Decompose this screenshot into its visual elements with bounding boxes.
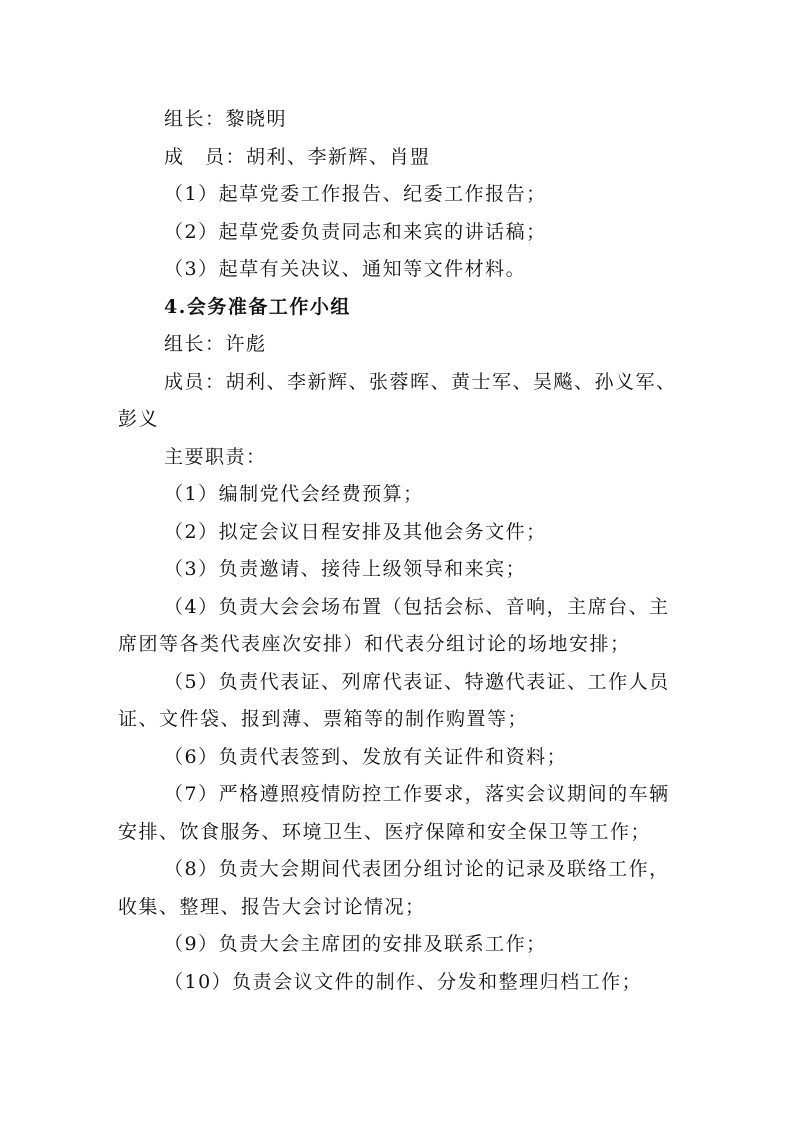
document-body xyxy=(118,101,678,1001)
duty-item: （5）负责代表证、列席代表证、特邀代表证、工作人员 xyxy=(164,670,670,693)
duty-item: （8）负责大会期间代表团分组讨论的记录及联络工作， xyxy=(164,858,670,880)
duty-item: （1）编制党代会经费预算； xyxy=(164,483,424,505)
duty-item: （2）起草党委负责同志和来宾的讲话稿； xyxy=(164,220,547,243)
members-line: 成 员：胡利、李新辉、肖盟 xyxy=(164,145,431,168)
duty-item: （4）负责大会会场布置（包括会标、音响，主席台、主 xyxy=(164,595,670,618)
duty-item: （9）负责大会主席团的安排及联系工作； xyxy=(164,933,547,955)
duty-item-continued: 收集、整理、报告大会讨论情况； xyxy=(118,895,426,918)
duty-item: （1）起草党委工作报告、纪委工作报告； xyxy=(164,183,547,205)
duty-item-continued: 证、文件袋、报到薄、票箱等的制作购置等； xyxy=(118,708,529,730)
duty-item: （7）严格遵照疫情防控工作要求，落实会议期间的车辆 xyxy=(164,783,670,805)
leader-line: 组长：许彪 xyxy=(164,333,267,355)
duties-heading: 主要职责： xyxy=(164,445,267,468)
leader-line: 组长：黎晓明 xyxy=(164,108,288,130)
duty-item: （6）负责代表签到、发放有关证件和资料； xyxy=(164,745,568,768)
duty-item: （3）负责邀请、接待上级领导和来宾； xyxy=(164,558,527,580)
members-line-continued: 彭义 xyxy=(118,408,160,430)
duty-item: （2）拟定会议日程安排及其他会务文件； xyxy=(164,520,547,543)
duty-item: （3）起草有关决议、通知等文件材料。 xyxy=(164,258,527,280)
duty-item-continued: 席团等各类代表座次安排）和代表分组讨论的场地安排； xyxy=(118,633,631,655)
duty-item-continued: 安排、饮食服务、环境卫生、医疗保障和安全保卫等工作； xyxy=(118,820,652,843)
duty-item: （10）负责会议文件的制作、分发和整理归档工作； xyxy=(164,970,643,993)
section-heading: 4.会务准备工作小组 xyxy=(164,295,351,318)
members-line: 成员：胡利、李新辉、张蓉晖、黄士军、吴飚、孙义军、 xyxy=(164,370,677,393)
